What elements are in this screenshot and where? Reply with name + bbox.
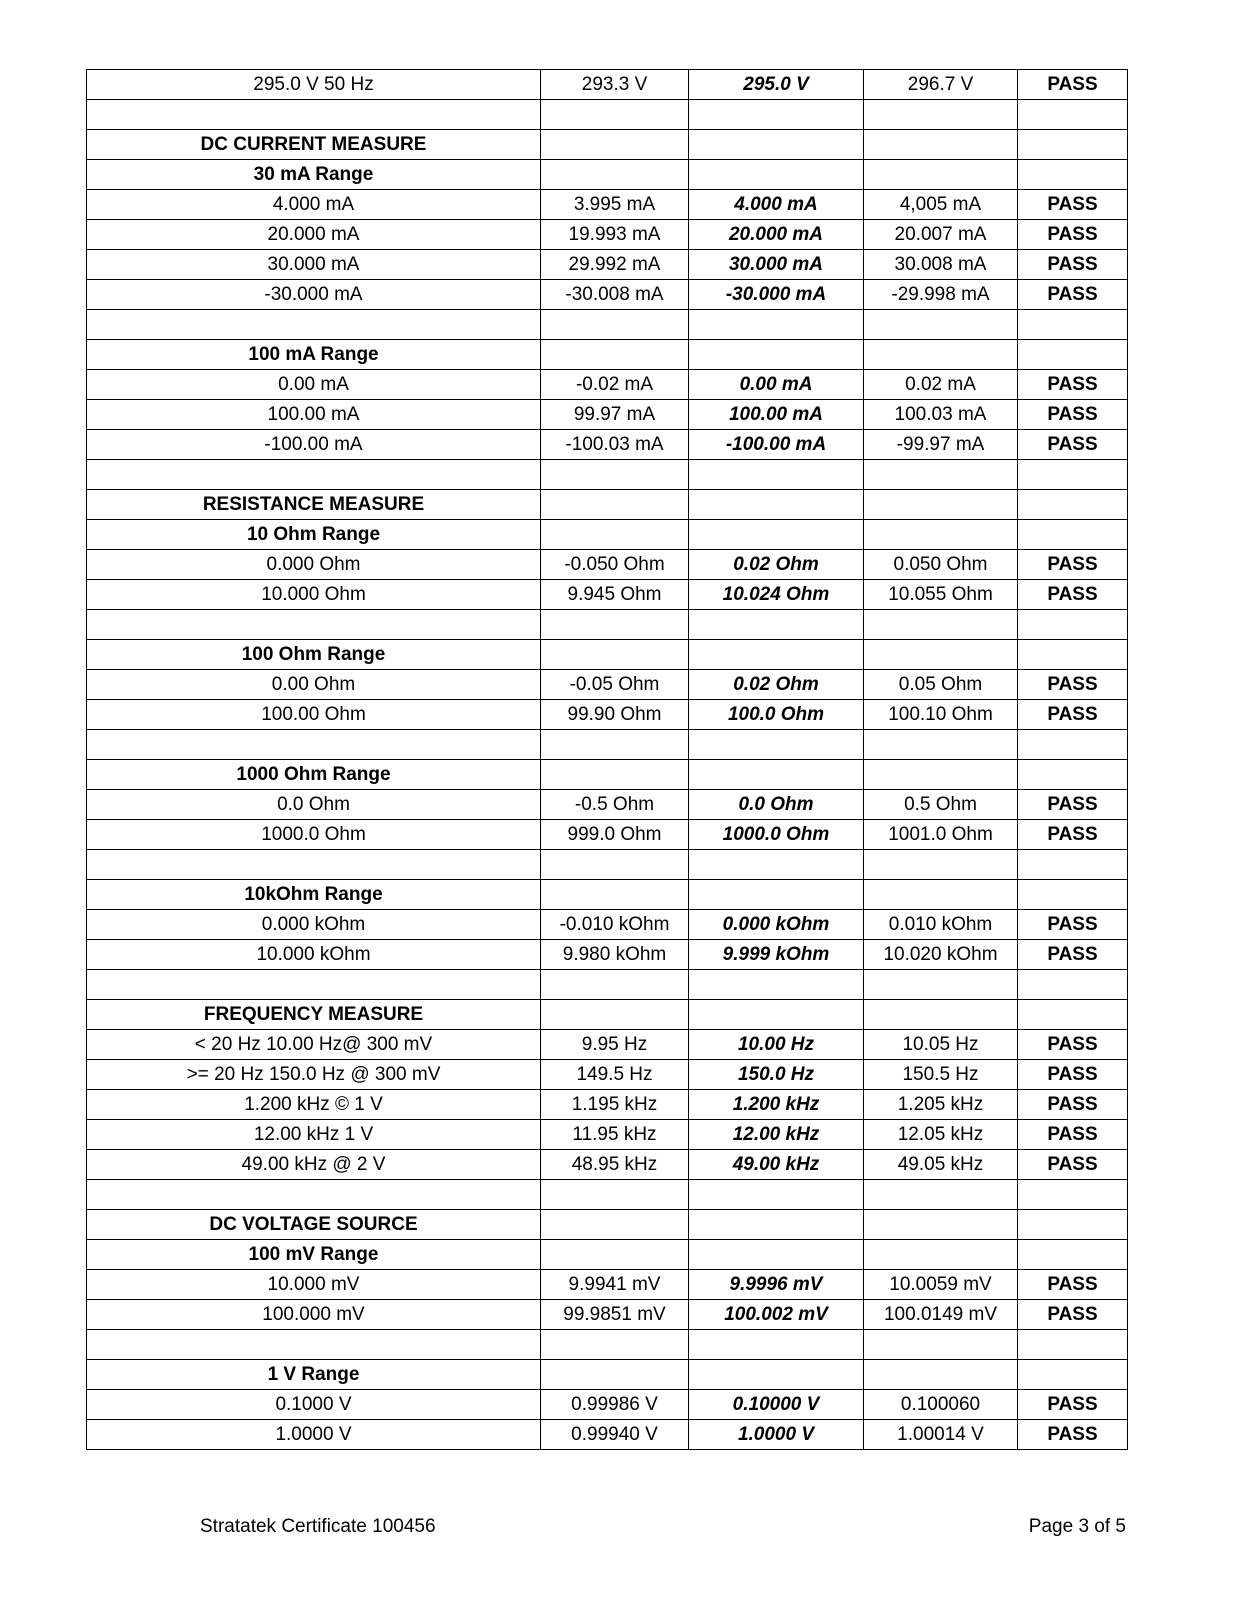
- upper-limit-cell: 0.010 kOhm: [864, 910, 1018, 940]
- test-point-cell: 30.000 mA: [87, 250, 541, 280]
- table-row: [87, 820, 1128, 850]
- lower-limit-cell: 29.992 mA: [541, 250, 689, 280]
- table-row: [87, 670, 1128, 700]
- empty-cell: [689, 460, 864, 490]
- table-row: [87, 190, 1128, 220]
- section-header-row: [87, 1000, 1128, 1030]
- empty-cell: [541, 1330, 689, 1360]
- table-row: [87, 250, 1128, 280]
- empty-cell: [541, 1000, 689, 1030]
- upper-limit-cell: 1001.0 Ohm: [864, 820, 1018, 850]
- result-cell: PASS: [1018, 1390, 1128, 1420]
- range-header-row: [87, 880, 1128, 910]
- range-header-row: [87, 1240, 1128, 1270]
- lower-limit-cell: 9.980 kOhm: [541, 940, 689, 970]
- table-row: [87, 1030, 1128, 1060]
- lower-limit-cell: 3.995 mA: [541, 190, 689, 220]
- upper-limit-cell: 150.5 Hz: [864, 1060, 1018, 1090]
- empty-cell: [1018, 160, 1128, 190]
- result-cell: PASS: [1018, 280, 1128, 310]
- empty-cell: [689, 1210, 864, 1240]
- upper-limit-cell: 100.10 Ohm: [864, 700, 1018, 730]
- range-title: 1 V Range: [87, 1360, 541, 1390]
- upper-limit-cell: 10.020 kOhm: [864, 940, 1018, 970]
- measured-value-cell: 10.00 Hz: [689, 1030, 864, 1060]
- empty-cell: [1018, 310, 1128, 340]
- lower-limit-cell: -0.010 kOhm: [541, 910, 689, 940]
- result-cell: PASS: [1018, 790, 1128, 820]
- empty-cell: [541, 730, 689, 760]
- empty-cell: [1018, 490, 1128, 520]
- result-cell: PASS: [1018, 430, 1128, 460]
- section-header-row: [87, 1210, 1128, 1240]
- empty-cell: [864, 130, 1018, 160]
- table-row: [87, 280, 1128, 310]
- empty-cell: [689, 100, 864, 130]
- measured-value-cell: 0.10000 V: [689, 1390, 864, 1420]
- empty-cell: [1018, 1210, 1128, 1240]
- lower-limit-cell: -0.02 mA: [541, 370, 689, 400]
- upper-limit-cell: 10.05 Hz: [864, 1030, 1018, 1060]
- upper-limit-cell: 100.0149 mV: [864, 1300, 1018, 1330]
- upper-limit-cell: -99.97 mA: [864, 430, 1018, 460]
- empty-cell: [864, 970, 1018, 1000]
- measured-value-cell: 295.0 V: [689, 70, 864, 100]
- empty-cell: [541, 760, 689, 790]
- table-row: [87, 790, 1128, 820]
- empty-cell: [864, 1360, 1018, 1390]
- certificate-number: Stratatek Certificate 100456: [200, 1516, 436, 1537]
- empty-cell: [1018, 1180, 1128, 1210]
- empty-cell: [541, 520, 689, 550]
- empty-cell: [864, 1180, 1018, 1210]
- result-cell: PASS: [1018, 1420, 1128, 1450]
- empty-cell: [1018, 610, 1128, 640]
- empty-cell: [689, 610, 864, 640]
- empty-cell: [689, 490, 864, 520]
- test-point-cell: 49.00 kHz @ 2 V: [87, 1150, 541, 1180]
- lower-limit-cell: 9.9941 mV: [541, 1270, 689, 1300]
- range-header-row: [87, 520, 1128, 550]
- lower-limit-cell: 9.95 Hz: [541, 1030, 689, 1060]
- calibration-table: [86, 69, 1128, 1450]
- empty-cell: [864, 1000, 1018, 1030]
- measured-value-cell: 0.0 Ohm: [689, 790, 864, 820]
- empty-cell: [1018, 460, 1128, 490]
- empty-cell: [541, 970, 689, 1000]
- measured-value-cell: 100.00 mA: [689, 400, 864, 430]
- empty-cell: [689, 310, 864, 340]
- test-point-cell: 0.00 Ohm: [87, 670, 541, 700]
- result-cell: PASS: [1018, 700, 1128, 730]
- empty-cell: [864, 460, 1018, 490]
- result-cell: PASS: [1018, 220, 1128, 250]
- upper-limit-cell: -29.998 mA: [864, 280, 1018, 310]
- lower-limit-cell: 99.90 Ohm: [541, 700, 689, 730]
- blank-row: [87, 610, 1128, 640]
- table-row: [87, 1390, 1128, 1420]
- empty-cell: [1018, 1240, 1128, 1270]
- lower-limit-cell: 11.95 kHz: [541, 1120, 689, 1150]
- empty-cell: [541, 460, 689, 490]
- empty-cell: [541, 100, 689, 130]
- measured-value-cell: 10.024 Ohm: [689, 580, 864, 610]
- empty-cell: [1018, 760, 1128, 790]
- measured-value-cell: 0.02 Ohm: [689, 550, 864, 580]
- range-title: 100 mV Range: [87, 1240, 541, 1270]
- measured-value-cell: 0.000 kOhm: [689, 910, 864, 940]
- blank-row: [87, 100, 1128, 130]
- section-header-row: [87, 130, 1128, 160]
- upper-limit-cell: 10.055 Ohm: [864, 580, 1018, 610]
- upper-limit-cell: 12.05 kHz: [864, 1120, 1018, 1150]
- test-point-cell: 0.0 Ohm: [87, 790, 541, 820]
- empty-cell: [541, 850, 689, 880]
- test-point-cell: 100.000 mV: [87, 1300, 541, 1330]
- empty-cell: [87, 310, 541, 340]
- empty-cell: [87, 1330, 541, 1360]
- lower-limit-cell: 0.99986 V: [541, 1390, 689, 1420]
- empty-cell: [689, 130, 864, 160]
- empty-cell: [689, 970, 864, 1000]
- blank-row: [87, 1180, 1128, 1210]
- empty-cell: [864, 1330, 1018, 1360]
- empty-cell: [541, 340, 689, 370]
- table-row: [87, 580, 1128, 610]
- empty-cell: [864, 610, 1018, 640]
- lower-limit-cell: -30.008 mA: [541, 280, 689, 310]
- empty-cell: [1018, 130, 1128, 160]
- empty-cell: [541, 1360, 689, 1390]
- range-header-row: [87, 160, 1128, 190]
- measured-value-cell: -30.000 mA: [689, 280, 864, 310]
- lower-limit-cell: -0.05 Ohm: [541, 670, 689, 700]
- empty-cell: [87, 970, 541, 1000]
- empty-cell: [87, 610, 541, 640]
- measured-value-cell: 12.00 kHz: [689, 1120, 864, 1150]
- measured-value-cell: 1.200 kHz: [689, 1090, 864, 1120]
- empty-cell: [689, 850, 864, 880]
- table-row: [87, 910, 1128, 940]
- measured-value-cell: 0.02 Ohm: [689, 670, 864, 700]
- lower-limit-cell: 293.3 V: [541, 70, 689, 100]
- empty-cell: [1018, 340, 1128, 370]
- test-point-cell: -30.000 mA: [87, 280, 541, 310]
- range-title: 100 mA Range: [87, 340, 541, 370]
- test-point-cell: 10.000 kOhm: [87, 940, 541, 970]
- upper-limit-cell: 4,005 mA: [864, 190, 1018, 220]
- empty-cell: [864, 160, 1018, 190]
- section-title: RESISTANCE MEASURE: [87, 490, 541, 520]
- empty-cell: [541, 1180, 689, 1210]
- result-cell: PASS: [1018, 1030, 1128, 1060]
- measured-value-cell: 9.9996 mV: [689, 1270, 864, 1300]
- measured-value-cell: -100.00 mA: [689, 430, 864, 460]
- empty-cell: [689, 640, 864, 670]
- measured-value-cell: 20.000 mA: [689, 220, 864, 250]
- lower-limit-cell: -100.03 mA: [541, 430, 689, 460]
- lower-limit-cell: 99.9851 mV: [541, 1300, 689, 1330]
- range-title: 10 Ohm Range: [87, 520, 541, 550]
- section-title: DC CURRENT MEASURE: [87, 130, 541, 160]
- result-cell: PASS: [1018, 670, 1128, 700]
- table-row: [87, 1300, 1128, 1330]
- table-row: [87, 370, 1128, 400]
- lower-limit-cell: 19.993 mA: [541, 220, 689, 250]
- blank-row: [87, 970, 1128, 1000]
- table-row: [87, 70, 1128, 100]
- empty-cell: [689, 730, 864, 760]
- table-row: [87, 1060, 1128, 1090]
- measured-value-cell: 9.999 kOhm: [689, 940, 864, 970]
- blank-row: [87, 460, 1128, 490]
- test-point-cell: 12.00 kHz 1 V: [87, 1120, 541, 1150]
- upper-limit-cell: 20.007 mA: [864, 220, 1018, 250]
- empty-cell: [689, 520, 864, 550]
- test-point-cell: 295.0 V 50 Hz: [87, 70, 541, 100]
- section-title: FREQUENCY MEASURE: [87, 1000, 541, 1030]
- measured-value-cell: 100.0 Ohm: [689, 700, 864, 730]
- empty-cell: [864, 880, 1018, 910]
- blank-row: [87, 730, 1128, 760]
- empty-cell: [864, 520, 1018, 550]
- measured-value-cell: 1.0000 V: [689, 1420, 864, 1450]
- blank-row: [87, 1330, 1128, 1360]
- lower-limit-cell: 0.99940 V: [541, 1420, 689, 1450]
- upper-limit-cell: 1.205 kHz: [864, 1090, 1018, 1120]
- result-cell: PASS: [1018, 70, 1128, 100]
- test-point-cell: -100.00 mA: [87, 430, 541, 460]
- table-row: [87, 550, 1128, 580]
- empty-cell: [864, 640, 1018, 670]
- calibration-table-body: [87, 70, 1128, 1450]
- result-cell: PASS: [1018, 1150, 1128, 1180]
- table-row: [87, 1090, 1128, 1120]
- empty-cell: [689, 1240, 864, 1270]
- empty-cell: [541, 490, 689, 520]
- upper-limit-cell: 100.03 mA: [864, 400, 1018, 430]
- table-row: [87, 1420, 1128, 1450]
- empty-cell: [864, 730, 1018, 760]
- table-row: [87, 940, 1128, 970]
- blank-row: [87, 310, 1128, 340]
- range-header-row: [87, 640, 1128, 670]
- test-point-cell: 0.000 kOhm: [87, 910, 541, 940]
- result-cell: PASS: [1018, 250, 1128, 280]
- lower-limit-cell: 149.5 Hz: [541, 1060, 689, 1090]
- empty-cell: [864, 310, 1018, 340]
- table-row: [87, 1150, 1128, 1180]
- result-cell: PASS: [1018, 190, 1128, 220]
- upper-limit-cell: 1.00014 V: [864, 1420, 1018, 1450]
- empty-cell: [689, 160, 864, 190]
- test-point-cell: < 20 Hz 10.00 Hz@ 300 mV: [87, 1030, 541, 1060]
- table-row: [87, 700, 1128, 730]
- empty-cell: [864, 1210, 1018, 1240]
- empty-cell: [1018, 1000, 1128, 1030]
- empty-cell: [864, 760, 1018, 790]
- upper-limit-cell: 0.100060: [864, 1390, 1018, 1420]
- empty-cell: [864, 850, 1018, 880]
- range-title: 100 Ohm Range: [87, 640, 541, 670]
- result-cell: PASS: [1018, 550, 1128, 580]
- test-point-cell: 0.000 Ohm: [87, 550, 541, 580]
- empty-cell: [541, 1210, 689, 1240]
- empty-cell: [689, 880, 864, 910]
- empty-cell: [689, 340, 864, 370]
- empty-cell: [864, 490, 1018, 520]
- range-title: 1000 Ohm Range: [87, 760, 541, 790]
- result-cell: PASS: [1018, 1270, 1128, 1300]
- empty-cell: [1018, 730, 1128, 760]
- test-point-cell: 0.00 mA: [87, 370, 541, 400]
- upper-limit-cell: 49.05 kHz: [864, 1150, 1018, 1180]
- upper-limit-cell: 0.050 Ohm: [864, 550, 1018, 580]
- empty-cell: [689, 1000, 864, 1030]
- empty-cell: [864, 1240, 1018, 1270]
- test-point-cell: >= 20 Hz 150.0 Hz @ 300 mV: [87, 1060, 541, 1090]
- upper-limit-cell: 30.008 mA: [864, 250, 1018, 280]
- table-row: [87, 430, 1128, 460]
- section-header-row: [87, 490, 1128, 520]
- empty-cell: [1018, 1360, 1128, 1390]
- lower-limit-cell: 999.0 Ohm: [541, 820, 689, 850]
- measured-value-cell: 30.000 mA: [689, 250, 864, 280]
- test-point-cell: 100.00 Ohm: [87, 700, 541, 730]
- result-cell: PASS: [1018, 1300, 1128, 1330]
- test-point-cell: 0.1000 V: [87, 1390, 541, 1420]
- empty-cell: [541, 610, 689, 640]
- table-row: [87, 1270, 1128, 1300]
- empty-cell: [689, 1330, 864, 1360]
- measured-value-cell: 100.002 mV: [689, 1300, 864, 1330]
- result-cell: PASS: [1018, 1090, 1128, 1120]
- empty-cell: [541, 130, 689, 160]
- test-point-cell: 4.000 mA: [87, 190, 541, 220]
- lower-limit-cell: 9.945 Ohm: [541, 580, 689, 610]
- result-cell: PASS: [1018, 370, 1128, 400]
- result-cell: PASS: [1018, 910, 1128, 940]
- range-title: 10kOhm Range: [87, 880, 541, 910]
- table-row: [87, 400, 1128, 430]
- upper-limit-cell: 0.5 Ohm: [864, 790, 1018, 820]
- empty-cell: [87, 460, 541, 490]
- empty-cell: [689, 1180, 864, 1210]
- empty-cell: [1018, 100, 1128, 130]
- empty-cell: [1018, 880, 1128, 910]
- result-cell: PASS: [1018, 940, 1128, 970]
- result-cell: PASS: [1018, 1120, 1128, 1150]
- section-title: DC VOLTAGE SOURCE: [87, 1210, 541, 1240]
- lower-limit-cell: 48.95 kHz: [541, 1150, 689, 1180]
- result-cell: PASS: [1018, 1060, 1128, 1090]
- lower-limit-cell: -0.050 Ohm: [541, 550, 689, 580]
- test-point-cell: 20.000 mA: [87, 220, 541, 250]
- upper-limit-cell: 10.0059 mV: [864, 1270, 1018, 1300]
- empty-cell: [541, 1240, 689, 1270]
- upper-limit-cell: 0.02 mA: [864, 370, 1018, 400]
- test-point-cell: 100.00 mA: [87, 400, 541, 430]
- empty-cell: [1018, 520, 1128, 550]
- empty-cell: [689, 1360, 864, 1390]
- empty-cell: [689, 760, 864, 790]
- empty-cell: [87, 1180, 541, 1210]
- result-cell: PASS: [1018, 400, 1128, 430]
- empty-cell: [864, 100, 1018, 130]
- empty-cell: [541, 160, 689, 190]
- table-row: [87, 220, 1128, 250]
- range-header-row: [87, 1360, 1128, 1390]
- lower-limit-cell: 99.97 mA: [541, 400, 689, 430]
- range-title: 30 mA Range: [87, 160, 541, 190]
- measured-value-cell: 49.00 kHz: [689, 1150, 864, 1180]
- test-point-cell: 1.0000 V: [87, 1420, 541, 1450]
- test-point-cell: 1000.0 Ohm: [87, 820, 541, 850]
- lower-limit-cell: -0.5 Ohm: [541, 790, 689, 820]
- measured-value-cell: 0.00 mA: [689, 370, 864, 400]
- empty-cell: [541, 640, 689, 670]
- result-cell: PASS: [1018, 820, 1128, 850]
- range-header-row: [87, 340, 1128, 370]
- test-point-cell: 10.000 Ohm: [87, 580, 541, 610]
- test-point-cell: 1.200 kHz © 1 V: [87, 1090, 541, 1120]
- empty-cell: [87, 850, 541, 880]
- measured-value-cell: 150.0 Hz: [689, 1060, 864, 1090]
- empty-cell: [1018, 970, 1128, 1000]
- measured-value-cell: 1000.0 Ohm: [689, 820, 864, 850]
- empty-cell: [1018, 850, 1128, 880]
- empty-cell: [541, 310, 689, 340]
- lower-limit-cell: 1.195 kHz: [541, 1090, 689, 1120]
- empty-cell: [87, 100, 541, 130]
- test-point-cell: 10.000 mV: [87, 1270, 541, 1300]
- empty-cell: [87, 730, 541, 760]
- empty-cell: [1018, 1330, 1128, 1360]
- table-row: [87, 1120, 1128, 1150]
- empty-cell: [541, 880, 689, 910]
- result-cell: PASS: [1018, 580, 1128, 610]
- upper-limit-cell: 0.05 Ohm: [864, 670, 1018, 700]
- page-number: Page 3 of 5: [1028, 1516, 1126, 1537]
- range-header-row: [87, 760, 1128, 790]
- empty-cell: [864, 340, 1018, 370]
- blank-row: [87, 850, 1128, 880]
- measured-value-cell: 4.000 mA: [689, 190, 864, 220]
- empty-cell: [1018, 640, 1128, 670]
- upper-limit-cell: 296.7 V: [864, 70, 1018, 100]
